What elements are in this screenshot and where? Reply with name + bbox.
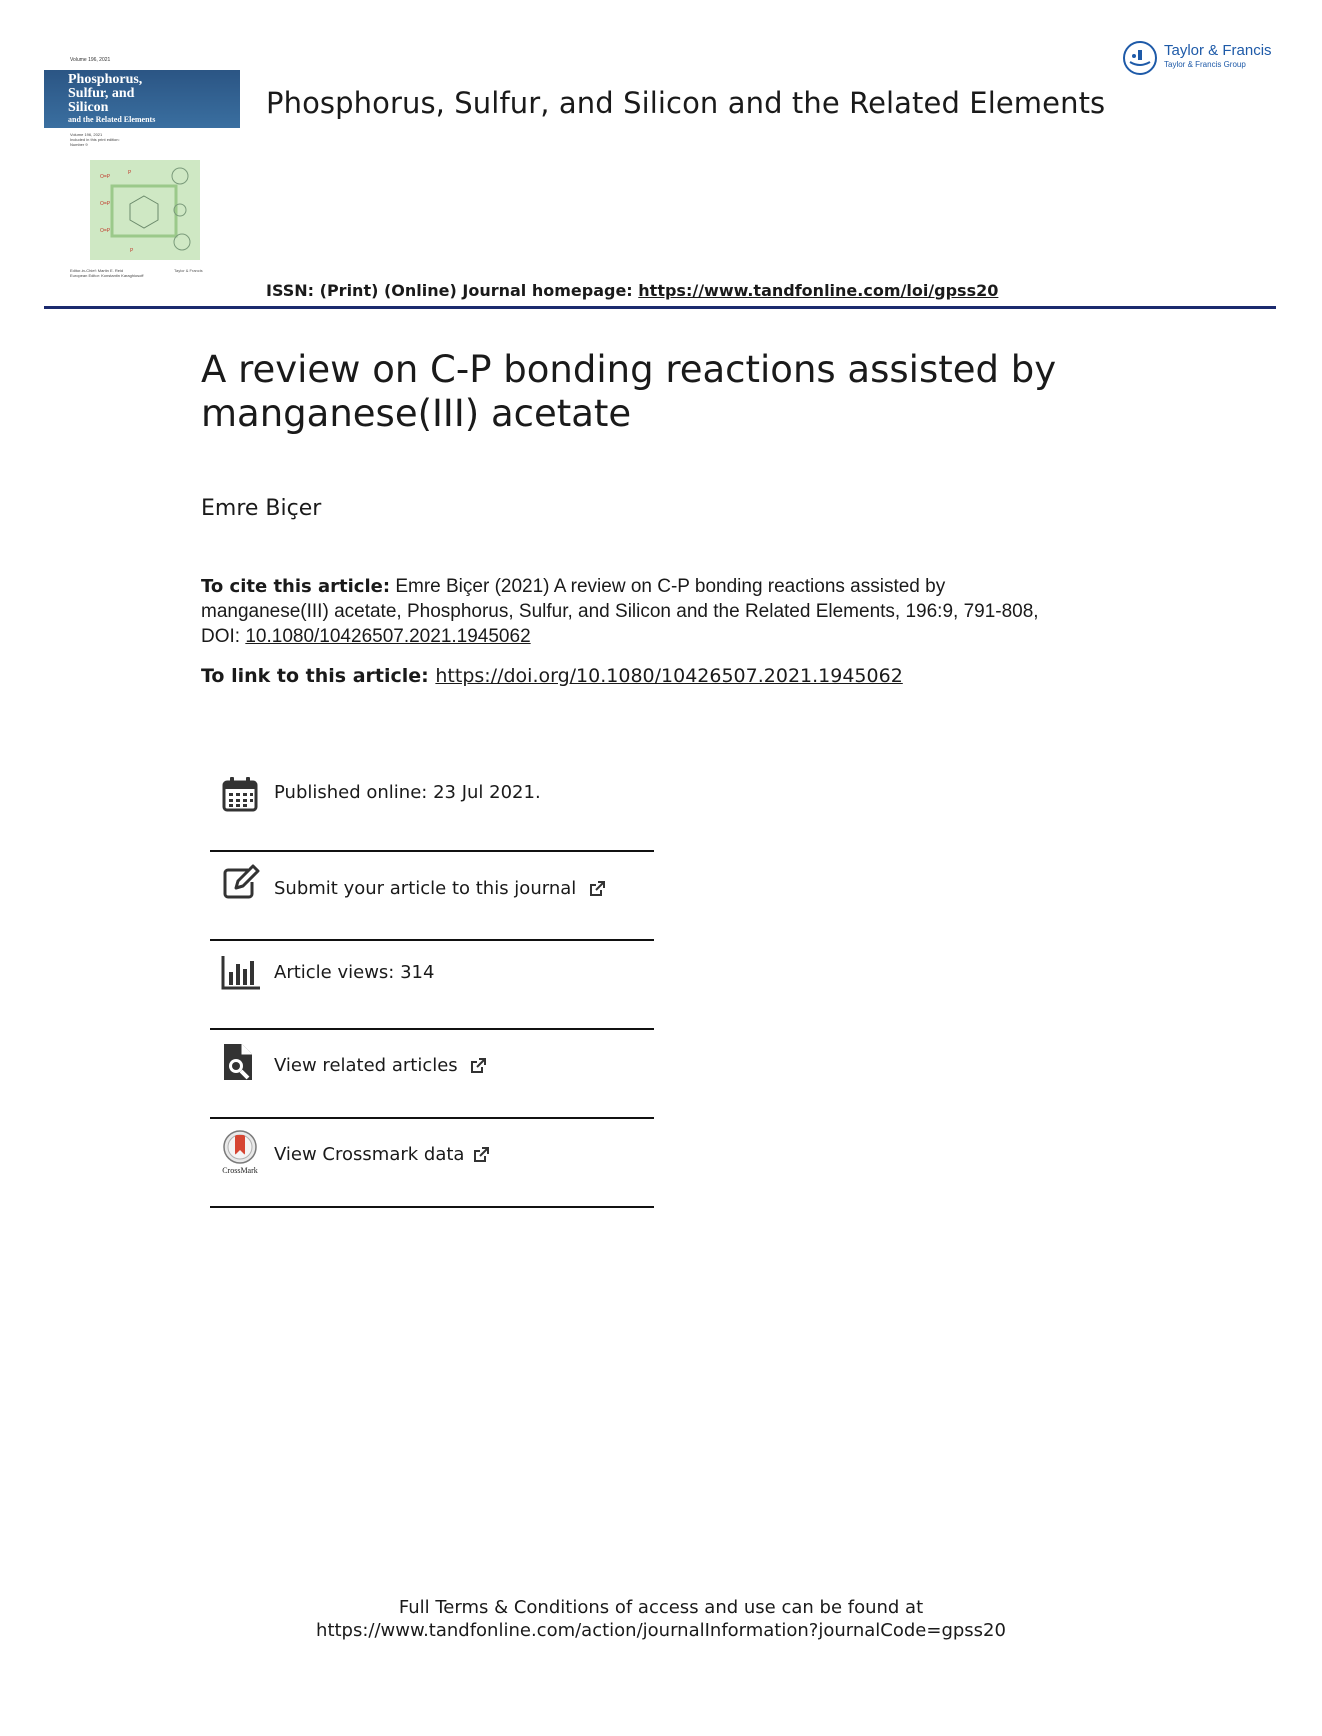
external-link-icon	[588, 880, 606, 898]
article-author: Emre Biçer	[201, 496, 322, 521]
article-link	[201, 665, 903, 687]
related-row[interactable]	[210, 1038, 654, 1126]
header-divider	[44, 306, 1276, 309]
cover-editor: European Editor: Konstantin Karaghiosoff	[70, 273, 144, 278]
cover-subtitle: and the Related Elements	[68, 115, 156, 124]
crossmark-label: View Crossmark data	[274, 1144, 465, 1165]
submit-article-link[interactable]	[274, 878, 606, 899]
svg-text:O=P: O=P	[100, 228, 111, 234]
crossmark-logo-text: CrossMark	[222, 1166, 258, 1175]
svg-text:O=P: O=P	[100, 201, 111, 207]
svg-text:P: P	[128, 170, 132, 176]
related-articles-link[interactable]	[274, 1055, 487, 1076]
row-divider	[210, 1028, 654, 1030]
journal-homepage-link[interactable]: https://www.tandfonline.com/loi/gpss20	[638, 281, 999, 300]
article-title	[201, 348, 1101, 436]
published-row	[210, 770, 654, 858]
footer	[0, 1596, 1322, 1642]
cover-title-line: Sulfur, and	[68, 86, 135, 101]
journal-cover	[44, 56, 240, 286]
issn-label: ISSN: (Print) (Online) Journal homepage:	[266, 281, 639, 300]
citation-doi-link[interactable]: 10.1080/10426507.2021.1945062	[245, 626, 531, 647]
cover-title-band	[44, 70, 240, 128]
cover-editor: Editor-in-Chief: Martin E. Reid	[70, 268, 124, 273]
submit-row[interactable]	[210, 860, 654, 948]
citation-text: Emre Biçer (2021) A review on C-P bonding reactions assisted by manganese(III) acetate, Phosphorus, Sulfur, and Silicon and the Related Elements, 196:9, 791-808, DOI:	[201, 576, 1039, 647]
journal-title: Phosphorus, Sulfur, and Silicon and the Related Elements	[266, 86, 1106, 120]
publisher-logo-icon	[1122, 40, 1158, 76]
crossmark-row[interactable]	[210, 1127, 654, 1215]
bar-chart-icon	[220, 952, 260, 992]
publisher-name: Taylor & Francis	[1164, 42, 1272, 59]
svg-text:P: P	[130, 248, 134, 254]
citation-label: To cite this article:	[201, 576, 391, 597]
cover-publisher: Taylor & Francis	[174, 268, 203, 273]
svg-text:O=P: O=P	[100, 174, 111, 180]
row-divider	[210, 850, 654, 852]
row-divider	[210, 1206, 654, 1208]
external-link-icon	[472, 1146, 490, 1164]
article-link-label: To link to this article:	[201, 665, 436, 687]
cover-top-strip	[44, 56, 240, 69]
published-date: Published online: 23 Jul 2021.	[274, 782, 541, 803]
cover-notes	[70, 132, 150, 147]
publisher-logo[interactable]	[1122, 38, 1282, 78]
article-title-line: manganese(III) acetate	[201, 392, 632, 435]
citation	[201, 574, 1061, 649]
article-views: Article views: 314	[274, 962, 435, 983]
cover-artwork	[90, 160, 200, 260]
article-doi-url[interactable]: https://doi.org/10.1080/10426507.2021.1945062	[435, 665, 903, 687]
edit-icon	[220, 862, 260, 902]
cover-volume: Volume 196, 2021	[70, 57, 111, 63]
cover-note: Included in this print edition:	[70, 137, 120, 142]
calendar-icon	[220, 774, 260, 814]
cover-title-line: Silicon	[68, 100, 109, 115]
submit-article-label: Submit your article to this journal	[274, 878, 577, 899]
row-divider	[210, 1117, 654, 1119]
footer-line: Full Terms & Conditions of access and use can be found at	[398, 1597, 924, 1618]
cover-note: Volume 196, 2021	[70, 132, 103, 137]
issn-line	[266, 281, 998, 300]
views-row	[210, 945, 654, 1033]
related-articles-label: View related articles	[274, 1055, 458, 1076]
publisher-group: Taylor & Francis Group	[1164, 60, 1246, 69]
article-title-line: A review on C-P bonding reactions assisted by	[201, 348, 1057, 391]
document-search-icon	[220, 1042, 260, 1082]
footer-terms-link[interactable]: https://www.tandfonline.com/action/journalInformation?journalCode=gpss20	[316, 1620, 1006, 1641]
crossmark-icon	[220, 1129, 260, 1175]
cover-note: Number 9	[70, 142, 88, 147]
external-link-icon	[469, 1057, 487, 1075]
cover-editors	[70, 268, 190, 278]
cover-title-line: Phosphorus,	[68, 72, 143, 87]
row-divider	[210, 939, 654, 941]
crossmark-link[interactable]	[274, 1144, 490, 1165]
